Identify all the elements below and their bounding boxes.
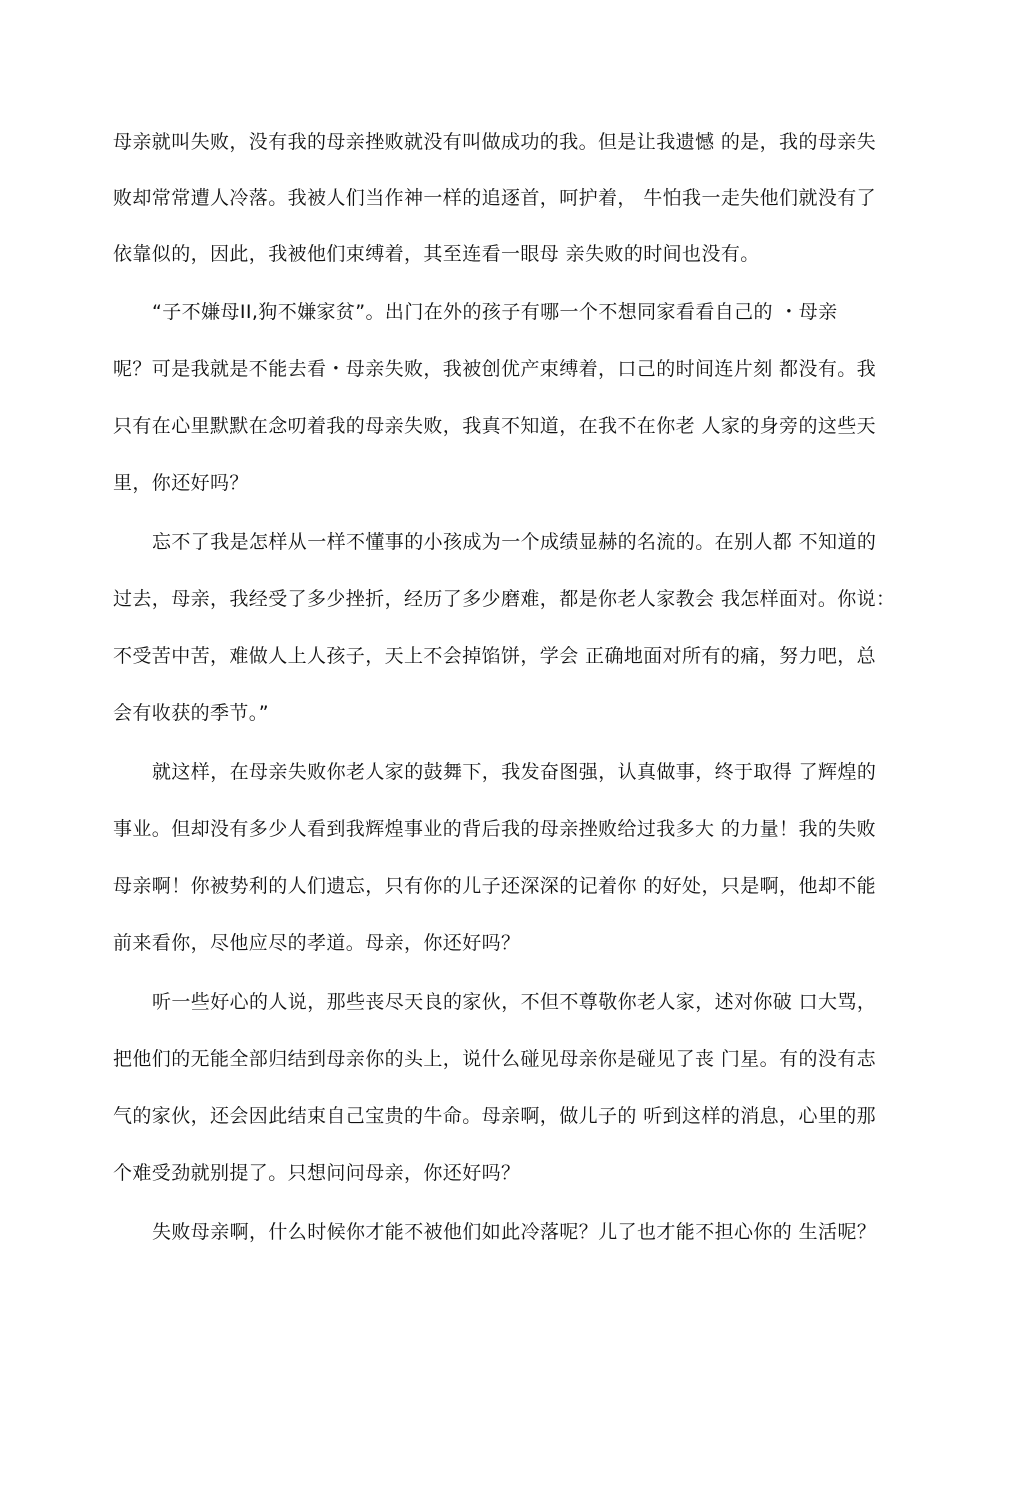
text-line: 事业。但却没有多少人看到我辉煌事业的背后我的母亲挫败给过我多大 的力量！我的失败	[113, 818, 877, 840]
paragraph-first-line: 忘不了我是怎样从一样不懂事的小孩成为一个成绩显赫的名流的。在别人都 不知道的	[152, 531, 877, 553]
text-line: 前来看你，尽他应尽的孝道。母亲，你还好吗？	[113, 932, 521, 954]
text-line: 个难受劲就别提了。只想问问母亲，你还好吗？	[113, 1162, 521, 1184]
text-line: 母亲啊！你被势利的人们遗忘，只有你的儿子还深深的记着你 的好处，只是啊，他却不能	[113, 875, 877, 897]
paragraph-first-line: 听一些好心的人说，那些丧尽天良的家伙，不但不尊敬你老人家，述对你破 口大骂，	[152, 991, 877, 1013]
text-line: 依靠似的，因此，我被他们束缚着，其至连看一眼母 亲失败的时间也没有。	[113, 243, 760, 265]
paragraph-first-line: 就这样，在母亲失败你老人家的鼓舞下，我发奋图强，认真做事，终于取得 了辉煌的	[152, 761, 877, 783]
text-line: 只有在心里默默在念叨着我的母亲失败，我真不知道，在我不在你老 人家的身旁的这些天	[113, 415, 877, 437]
text-line: 母亲就叫失败，没有我的母亲挫败就没有叫做成功的我。但是让我遗憾 的是，我的母亲失	[113, 131, 877, 153]
text-line: 不受苦中苦，难做人上人孩子，天上不会掉馅饼，学会 正确地面对所有的痛，努力吧，总	[113, 645, 877, 667]
paragraph-first-line: “子不嫌母II,狗不嫌家贫”。出门在外的孩子有哪一个不想同家看看自己的 ・母亲	[152, 301, 838, 323]
text-line: 里，你还好吗？	[113, 472, 249, 494]
text-line: 过去，母亲，我经受了多少挫折，经历了多少磨难，都是你老人家教会 我怎样面对。你说：	[113, 588, 896, 610]
text-line: 呢？可是我就是不能去看・母亲失败，我被创优产束缚着，口己的时间连片刻 都没有。我	[113, 358, 877, 380]
text-line: 会有收获的季节。”	[113, 702, 269, 724]
text-line: 把他们的无能全部归结到母亲你的头上，说什么碰见母亲你是碰见了丧 门星。有的没有志	[113, 1048, 877, 1070]
text-line: 气的家伙，还会因此结束自己宝贵的牛命。母亲啊，做儿子的 听到这样的消息，心里的那	[113, 1105, 877, 1127]
paragraph-first-line: 失败母亲啊，什么时候你才能不被他们如此冷落呢？儿了也才能不担心你的 生活呢？	[152, 1221, 877, 1243]
text-line: 败却常常遭人冷落。我被人们当作神一样的追逐首，呵护着， 牛怕我一走失他们就没有了	[113, 187, 877, 209]
